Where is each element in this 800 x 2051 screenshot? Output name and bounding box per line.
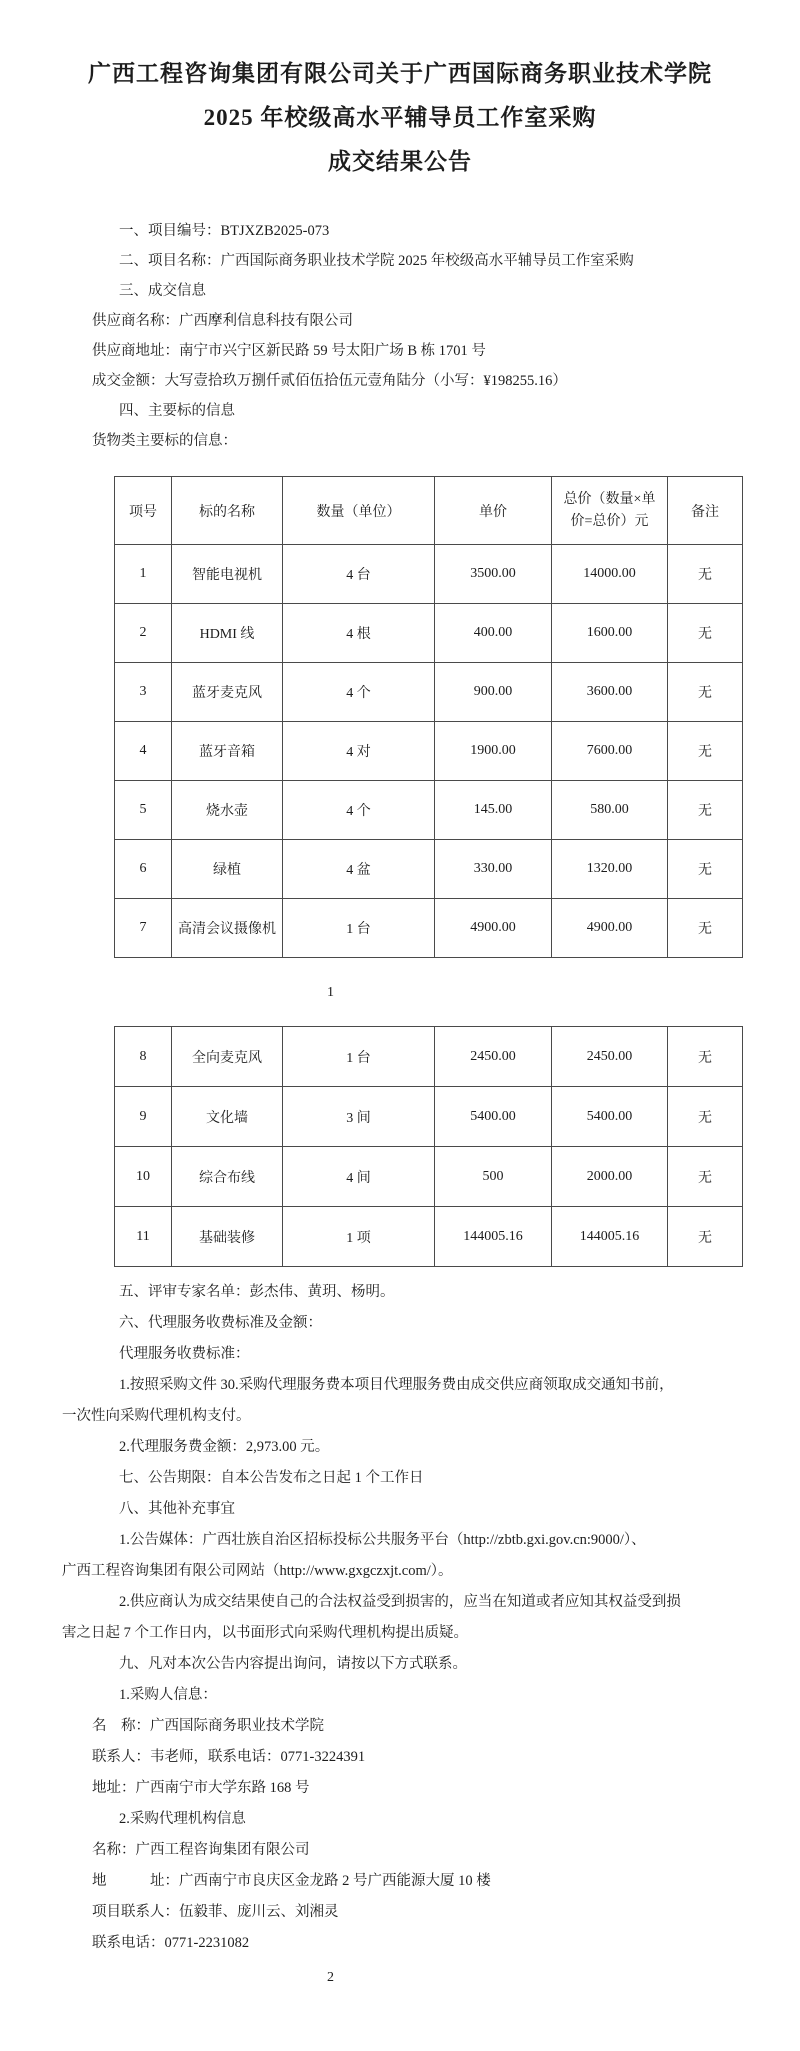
table-cell: 无	[668, 663, 743, 722]
goods-table-body-page1	[115, 545, 743, 958]
table-row	[115, 1207, 743, 1267]
paragraph: 成交金额：大写壹拾玖万捌仟贰佰伍拾伍元壹角陆分（小写：¥198255.16）	[92, 373, 567, 389]
table-cell: 烧水壶	[172, 781, 283, 840]
table-cell: 400.00	[435, 604, 552, 663]
table-cell: 综合布线	[172, 1147, 283, 1207]
table-cell: 500	[435, 1147, 552, 1207]
table-cell: 11	[115, 1207, 172, 1267]
table-cell: 1900.00	[435, 722, 552, 781]
goods-table-body-page2	[115, 1027, 743, 1267]
table-cell: 全向麦克风	[172, 1027, 283, 1087]
header-cell-quantity: 数量（单位）	[283, 477, 435, 545]
table-cell: 无	[668, 1207, 743, 1267]
table-cell: 1 台	[283, 1027, 435, 1087]
table-cell: 14000.00	[552, 545, 668, 604]
table-row	[115, 722, 743, 781]
closing-section	[62, 1277, 764, 1959]
title-line-2: 2025 年校级高水平辅导员工作室采购	[203, 105, 597, 130]
table-cell: 高清会议摄像机	[172, 899, 283, 958]
table-row	[115, 545, 743, 604]
paragraph: 地址：广西南宁市大学东路 168 号	[92, 1780, 310, 1796]
table-cell: 1320.00	[552, 840, 668, 899]
table-cell: 4 间	[283, 1147, 435, 1207]
table-cell: 9	[115, 1087, 172, 1147]
paragraph: 联系电话：0771-2231082	[92, 1935, 250, 1951]
table-cell: 4 个	[283, 663, 435, 722]
paragraph: 七、公告期限：自本公告发布之日起 1 个工作日	[119, 1470, 424, 1486]
table-row	[115, 899, 743, 958]
table-cell: 4 盆	[283, 840, 435, 899]
table-cell: 1	[115, 545, 172, 604]
header-cell-remark: 备注	[668, 477, 743, 545]
paragraph: 四、主要标的信息	[119, 403, 235, 419]
paragraph: 名 称：广西国际商务职业技术学院	[92, 1718, 324, 1734]
header-cell-total-price: 总价（数量×单价=总价）元	[552, 477, 668, 545]
table-cell: 无	[668, 722, 743, 781]
table-cell: 无	[668, 604, 743, 663]
paragraph: 供应商名称：广西摩利信息科技有限公司	[92, 313, 353, 329]
table-row	[115, 1087, 743, 1147]
table-cell: 145.00	[435, 781, 552, 840]
header-cell-item-no: 项号	[115, 477, 172, 545]
paragraph: 1.采购人信息：	[119, 1687, 217, 1703]
goods-table-page2	[114, 1026, 743, 1267]
paragraph: 代理服务收费标准：	[119, 1346, 250, 1362]
paragraph: 2.供应商认为成交结果使自己的合法权益受到损害的，应当在知道或者应知其权益受到损	[119, 1594, 681, 1610]
table-cell: 5400.00	[435, 1087, 552, 1147]
paragraph: 广西工程咨询集团有限公司网站（http://www.gxgczxjt.com/）。	[62, 1563, 453, 1579]
paragraph: 地 址：广西南宁市良庆区金龙路 2 号广西能源大厦 10 楼	[92, 1873, 491, 1889]
table-cell: 文化墙	[172, 1087, 283, 1147]
paragraph: 二、项目名称：广西国际商务职业技术学院 2025 年校级高水平辅导员工作室采购	[119, 253, 634, 269]
table-cell: 5400.00	[552, 1087, 668, 1147]
table-cell: 无	[668, 545, 743, 604]
title-line-3: 成交结果公告	[328, 149, 472, 174]
paragraph: 1.按照采购文件 30.采购代理服务费本项目代理服务费由成交供应商领取成交通知书前，	[119, 1377, 674, 1393]
table-cell: 1600.00	[552, 604, 668, 663]
table-cell: 无	[668, 781, 743, 840]
table-cell: 4 个	[283, 781, 435, 840]
paragraph: 1.公告媒体：广西壮族自治区招标投标公共服务平台（http://zbtb.gxi.gov.cn:9000/）、	[119, 1532, 646, 1548]
table-row	[115, 663, 743, 722]
table-cell: 144005.16	[435, 1207, 552, 1267]
table-cell: 1 台	[283, 899, 435, 958]
table-header-row	[115, 477, 743, 545]
table-cell: 绿植	[172, 840, 283, 899]
table-cell: HDMI 线	[172, 604, 283, 663]
table-cell: 4	[115, 722, 172, 781]
paragraph: 五、评审专家名单：彭杰伟、黄玥、杨明。	[119, 1284, 395, 1300]
table-cell: 4900.00	[552, 899, 668, 958]
table-cell: 6	[115, 840, 172, 899]
table-cell: 蓝牙麦克风	[172, 663, 283, 722]
table-row	[115, 1147, 743, 1207]
paragraph: 九、凡对本次公告内容提出询问，请按以下方式联系。	[119, 1656, 467, 1672]
table-cell: 3 间	[283, 1087, 435, 1147]
table-row	[115, 1027, 743, 1087]
table-cell: 5	[115, 781, 172, 840]
table-cell: 1 项	[283, 1207, 435, 1267]
paragraph: 八、其他补充事宜	[119, 1501, 235, 1517]
table-cell: 144005.16	[552, 1207, 668, 1267]
paragraph: 名称：广西工程咨询集团有限公司	[92, 1842, 310, 1858]
table-cell: 无	[668, 1087, 743, 1147]
table-cell: 无	[668, 899, 743, 958]
table-cell: 330.00	[435, 840, 552, 899]
table-cell: 无	[668, 840, 743, 899]
table-cell: 2450.00	[552, 1027, 668, 1087]
page-number-1: 1	[327, 985, 334, 1000]
table-cell: 4 根	[283, 604, 435, 663]
paragraph: 供应商地址：南宁市兴宁区新民路 59 号太阳广场 B 栋 1701 号	[92, 343, 486, 359]
paragraph: 一、项目编号：BTJXZB2025-073	[119, 223, 330, 239]
table-row	[115, 781, 743, 840]
paragraph: 害之日起 7 个工作日内，以书面形式向采购代理机构提出质疑。	[62, 1625, 468, 1641]
header-cell-name: 标的名称	[172, 477, 283, 545]
table-cell: 2450.00	[435, 1027, 552, 1087]
paragraph: 联系人：韦老师，联系电话：0771-3224391	[92, 1749, 366, 1765]
table-cell: 3	[115, 663, 172, 722]
table-cell: 4 对	[283, 722, 435, 781]
table-cell: 基础装修	[172, 1207, 283, 1267]
table-cell: 10	[115, 1147, 172, 1207]
paragraph: 2.代理服务费金额：2,973.00 元。	[119, 1439, 330, 1455]
title-line-1: 广西工程咨询集团有限公司关于广西国际商务职业技术学院	[88, 61, 712, 86]
table-cell: 7	[115, 899, 172, 958]
goods-table-page1	[114, 476, 743, 958]
table-cell: 2	[115, 604, 172, 663]
paragraph: 2.采购代理机构信息	[119, 1811, 246, 1827]
paragraph: 项目联系人：伍毅菲、庞川云、刘湘灵	[92, 1904, 339, 1920]
table-cell: 3500.00	[435, 545, 552, 604]
intro-section	[62, 216, 764, 456]
document-title	[0, 52, 800, 184]
paragraph: 六、代理服务收费标准及金额：	[119, 1315, 322, 1331]
paragraph: 三、成交信息	[119, 283, 206, 299]
paragraph: 一次性向采购代理机构支付。	[62, 1408, 251, 1424]
table-cell: 2000.00	[552, 1147, 668, 1207]
table-cell: 4 台	[283, 545, 435, 604]
table-cell: 900.00	[435, 663, 552, 722]
table-cell: 无	[668, 1147, 743, 1207]
table-cell: 4900.00	[435, 899, 552, 958]
table-row	[115, 604, 743, 663]
goods-table-header	[115, 477, 743, 545]
table-row	[115, 840, 743, 899]
table-cell: 3600.00	[552, 663, 668, 722]
table-cell: 蓝牙音箱	[172, 722, 283, 781]
table-cell: 580.00	[552, 781, 668, 840]
table-cell: 无	[668, 1027, 743, 1087]
page-number-2: 2	[327, 1970, 334, 1985]
header-cell-unit-price: 单价	[435, 477, 552, 545]
table-cell: 智能电视机	[172, 545, 283, 604]
paragraph: 货物类主要标的信息：	[92, 433, 237, 449]
table-cell: 7600.00	[552, 722, 668, 781]
table-cell: 8	[115, 1027, 172, 1087]
